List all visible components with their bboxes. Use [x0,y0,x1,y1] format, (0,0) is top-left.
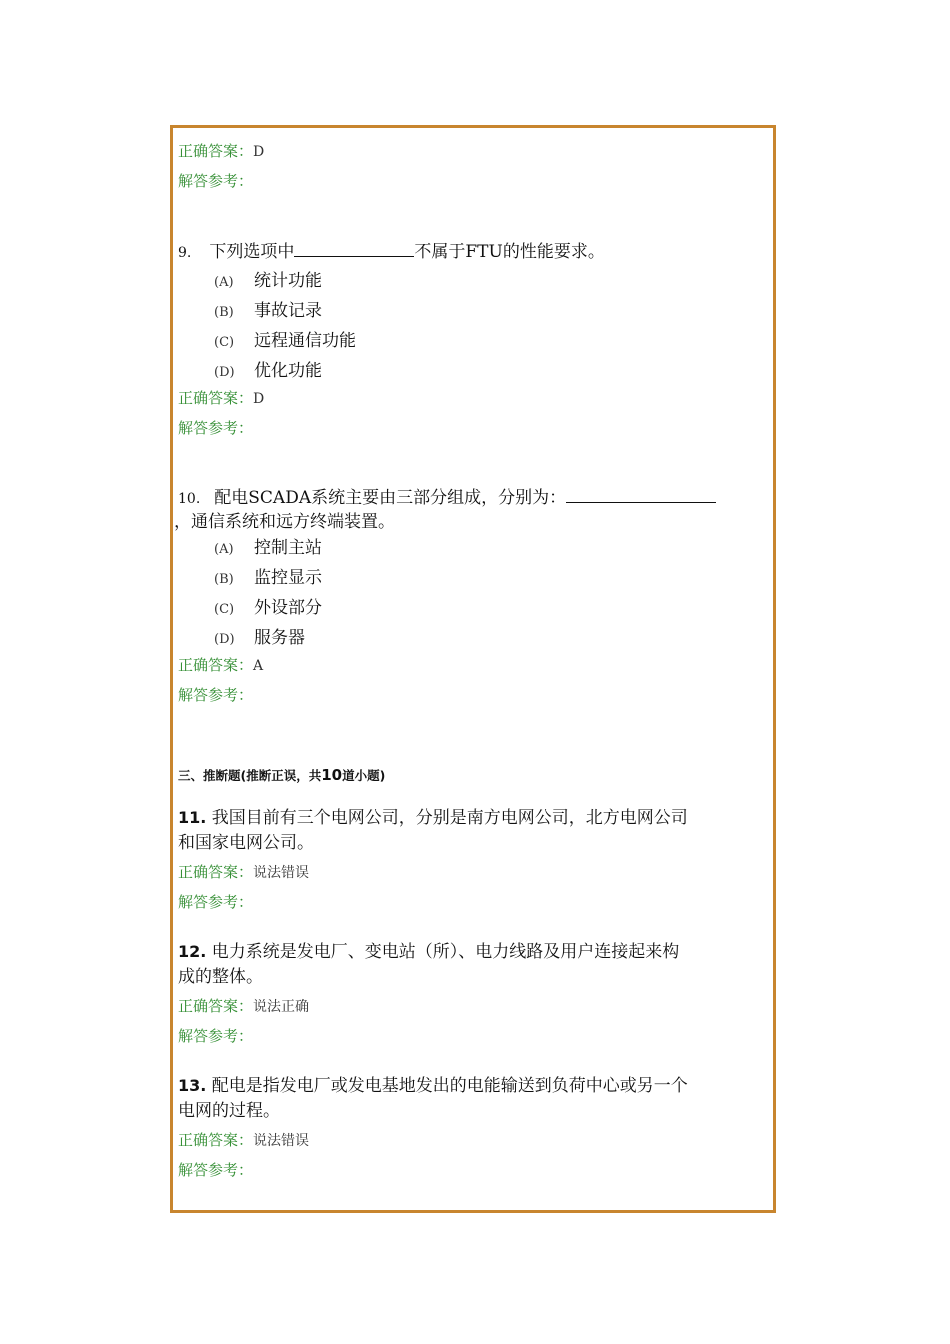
option-text: 外设部分 [254,598,322,618]
section-suffix: 道小题) [342,768,386,783]
q13-reference: 解答参考： [178,1161,254,1179]
q9-option-a [214,266,322,291]
question-text: 下列选项中 [209,242,295,262]
answer-label: 正确答案： [178,997,254,1015]
option-letter: (A) [214,275,234,290]
option-text: 优化功能 [254,361,322,381]
q10-option-c [214,593,322,618]
question-text: 电力系统是发电厂、变电站（所）、电力线路及用户连接起来构 [211,942,680,962]
q11-question [178,805,688,856]
answer-value: 说法正确 [253,999,310,1015]
section-heading [178,766,385,784]
answer-label: 正确答案： [178,1131,254,1149]
question-text: 不属于FTU的性能要求。 [414,242,605,262]
q11-reference: 解答参考： [178,893,254,911]
option-letter: (B) [214,572,234,587]
q10-option-a [214,533,322,558]
question-number: 10. [178,491,201,507]
section-count: 10 [321,766,343,784]
q8-reference: 解答参考： [178,172,254,190]
option-letter: (A) [214,542,234,557]
q10-option-d [214,623,305,648]
option-text: 统计功能 [254,271,322,291]
q8-answer [178,140,264,161]
answer-label: 正确答案： [178,863,254,881]
question-text: 成的整体。 [178,967,263,987]
option-letter: (B) [214,305,234,320]
q13-answer [178,1129,309,1150]
answer-value: D [253,391,265,407]
q10-question [178,483,716,508]
q9-option-c [214,326,356,351]
q10-question-line2: ，通信系统和远方终端装置。 [174,512,395,532]
q12-question [178,939,679,990]
question-number: 11. [178,808,207,827]
option-text: 控制主站 [254,538,322,558]
q9-question [178,237,605,262]
answer-value: 说法错误 [253,865,310,881]
answer-value: 说法错误 [253,1133,310,1149]
question-text: 配电是指发电厂或发电基地发出的电能输送到负荷中心或另一个 [211,1076,688,1096]
question-number: 12. [178,942,207,961]
question-text: 和国家电网公司。 [178,833,314,853]
q9-answer [178,387,264,408]
option-text: 服务器 [254,628,305,648]
answer-label: 正确答案： [178,656,254,674]
answer-label: 正确答案： [178,389,254,407]
q12-answer [178,995,309,1016]
question-text: 电网的过程。 [178,1101,280,1121]
question-text: 配电SCADA系统主要由三部分组成，分别为： [214,488,567,508]
option-letter: (D) [214,365,235,380]
option-text: 监控显示 [254,568,322,588]
answer-blank [566,488,716,503]
answer-value: D [253,144,265,160]
q10-reference: 解答参考： [178,686,254,704]
q9-reference: 解答参考： [178,419,254,437]
option-text: 事故记录 [254,301,322,321]
q11-answer [178,861,309,882]
answer-blank [294,242,414,257]
option-letter: (C) [214,335,235,350]
q10-option-b [214,563,322,588]
q9-option-b [214,296,322,321]
q13-question [178,1073,688,1124]
question-text: 我国目前有三个电网公司，分别是南方电网公司，北方电网公司 [211,808,688,828]
option-letter: (C) [214,602,235,617]
answer-label: 正确答案： [178,142,254,160]
option-text: 远程通信功能 [254,331,356,351]
option-letter: (D) [214,632,235,647]
q12-reference: 解答参考： [178,1027,254,1045]
section-prefix: 三、推断题(推断正误，共 [178,768,322,783]
q9-option-d [214,356,322,381]
answer-value: A [253,658,264,674]
q10-answer [178,654,263,675]
question-number: 9. [178,245,192,261]
question-number: 13. [178,1076,207,1095]
